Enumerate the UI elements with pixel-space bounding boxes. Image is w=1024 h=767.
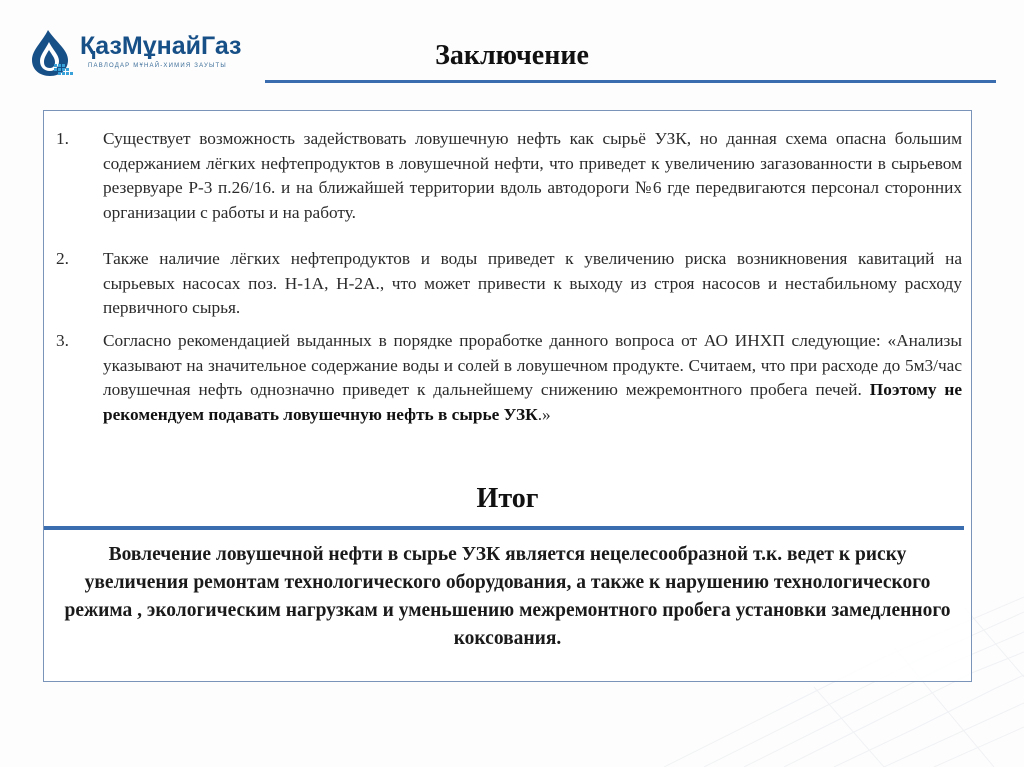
header-divider — [265, 80, 996, 83]
list-item-text: Существует возможность задействовать ловушечную нефть как сырьё УЗК, но данная схема опасна большим содержанием лёгких нефтепродуктов в ловушечной нефти, что приведет к увеличению загазованности в сырьевом резервуаре Р-3 п.26/16. и на ближайшей территории вдоль автодороги №6 где передвигаются персонал сторонних организации с работы и на работу. — [103, 129, 962, 222]
list-item-text-bold: Поэтому не рекомендуем подавать ловушечную нефть в сырье УЗК — [103, 380, 962, 424]
list-item-number: 3. — [56, 331, 69, 350]
result-divider — [44, 526, 964, 530]
list-item-text-end: .» — [537, 404, 551, 424]
page-title — [0, 40, 1024, 72]
list-item-number: 1. — [56, 129, 69, 148]
logo-name: ҚазМұнайГаз — [80, 32, 242, 60]
logo-subtitle: ПАВЛОДАР МҰНАЙ-ХИМИЯ ЗАУЫТЫ — [88, 63, 227, 69]
list-item-text-plain: Согласно рекомендацией выданных в порядке проработке данного вопроса от АО ИНХП следующие: «Анализы указывают на значительное содержание воды и солей в ловушечном продукте. Считаем, что при расходе до 5м3/час ловушечная нефть однозначно приведет к дальнейшему снижению межремонтного пробега печей. — [103, 331, 962, 399]
list-item-text: Также наличие лёгких нефтепродуктов и воды приведет к увеличению риска возникновения кавитаций на сырьевых насосах поз. Н-1А, Н-2А., что может привести к выходу из строя насосов и нестабильному расходу первичного сырья. — [103, 249, 962, 317]
list-item-text — [103, 329, 962, 427]
result-heading: Итог — [476, 483, 539, 514]
result-text: Вовлечение ловушечной нефти в сырье УЗК является нецелесообразной т.к. ведет к риску увеличения ремонтам технологического оборудования, а также к нарушению технологического режима , экологическим нагрузкам и уменьшению межремонтного пробега установки замедленного коксования. — [64, 544, 951, 649]
page-title-text: Заключение — [435, 40, 589, 71]
list-item-number: 2. — [56, 249, 69, 268]
content-frame — [43, 110, 972, 682]
